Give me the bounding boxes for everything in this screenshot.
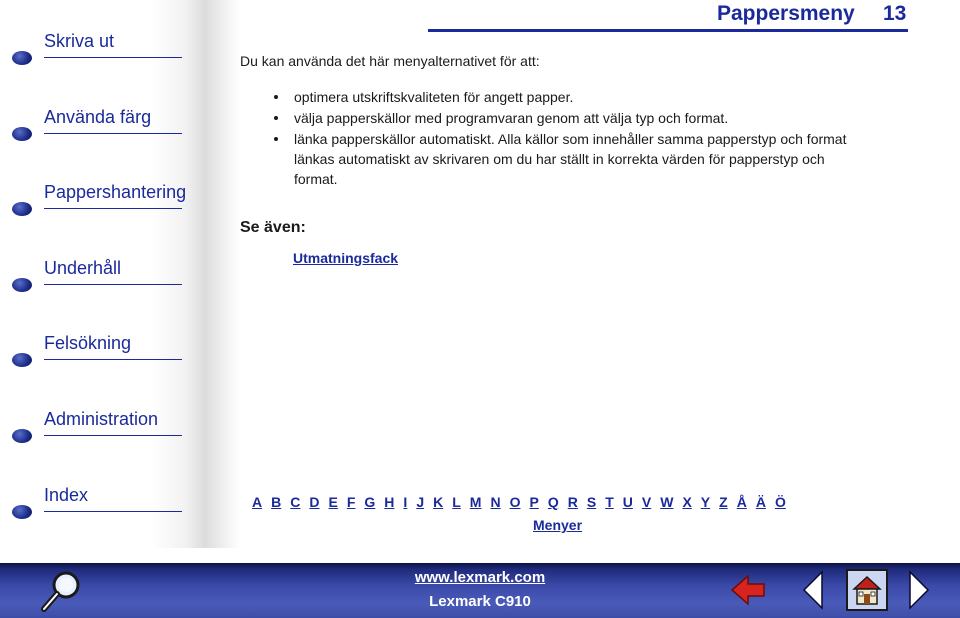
index-letter-j[interactable]: J [416,494,425,510]
sidebar-item-pappershantering[interactable] [12,182,187,222]
search-icon[interactable] [38,567,90,613]
home-icon[interactable] [844,567,890,613]
index-letter-x[interactable]: X [682,494,692,510]
index-letter-d[interactable]: D [309,494,320,510]
bullet-icon [12,51,32,65]
intro-text: Du kan använda det här menyalternativet för att: [240,53,540,69]
menus-link[interactable]: Menyer [533,517,583,533]
bullet-icon [12,429,32,443]
list-item [272,129,872,189]
bullet-icon [12,353,32,367]
sidebar-item-index[interactable] [12,485,182,525]
sidebar-item-label: Pappershantering [44,182,187,202]
list-item [272,108,872,128]
index-letter-g[interactable]: G [364,494,376,510]
sidebar-item-label: Index [44,485,89,505]
sidebar-item-felsokning[interactable] [12,333,182,373]
footer-url-link[interactable]: www.lexmark.com [414,569,546,586]
see-also-link[interactable]: Utmatningsfack [293,250,399,266]
index-letter-s[interactable]: S [586,494,597,510]
sidebar-item-underline [44,284,182,285]
sidebar-item-label: Administration [44,409,159,429]
sidebar-item-underline [44,133,182,134]
sidebar-item-label: Skriva ut [44,31,115,51]
index-letter-a-ring[interactable]: Å [736,494,747,510]
index-letter-t[interactable]: T [605,494,614,510]
sidebar-item-label: Felsökning [44,333,132,353]
sidebar-item-underline [44,57,182,58]
list-item-text: länka papperskällor automatiskt. Alla källor som innehåller samma papperstyp och format länkas automatiskt av skrivaren om du har ställt in korrekta värden för papperstyp och format. [294,131,847,187]
list-item-text: välja papperskällor med programvaran genom att välja typ och format. [294,110,729,126]
sidebar-item-underline [44,359,182,360]
index-letter-u[interactable]: U [622,494,633,510]
bullet-dot-icon [274,137,278,141]
footer-product-name: Lexmark C910 [429,593,531,610]
index-letter-b[interactable]: B [271,494,282,510]
index-letter-v[interactable]: V [641,494,652,510]
bullet-icon [12,505,32,519]
index-letter-i[interactable]: I [403,494,408,510]
index-letter-m[interactable]: M [469,494,482,510]
index-letter-p[interactable]: P [529,494,539,510]
sidebar-item-underline [44,511,182,512]
bullet-icon [12,278,32,292]
page-title: Pappersmeny [717,2,855,25]
index-letter-z[interactable]: Z [719,494,728,510]
sidebar-item-underhall[interactable] [12,258,182,298]
index-letter-r[interactable]: R [567,494,578,510]
index-letter-y[interactable]: Y [700,494,711,510]
index-letter-c[interactable]: C [290,494,301,510]
footer-bar [0,563,960,618]
index-letter-w[interactable]: W [660,494,674,510]
index-letter-e[interactable]: E [328,494,338,510]
see-also-heading: Se även: [240,219,306,236]
sidebar-item-underline [44,435,182,436]
list-item [272,87,872,107]
index-letter-h[interactable]: H [384,494,395,510]
bullet-dot-icon [274,116,278,120]
list-item-text: optimera utskriftskvaliteten för angett papper. [294,89,574,105]
sidebar-nav [0,0,240,548]
sidebar-item-administration[interactable] [12,409,182,449]
sidebar-item-anvanda-farg[interactable] [12,107,182,147]
index-letter-o[interactable]: O [509,494,521,510]
index-letter-k[interactable]: K [433,494,444,510]
sidebar-item-underline [44,208,182,209]
alphabet-index [252,494,795,510]
previous-page-icon[interactable] [800,567,826,613]
header-divider [428,29,908,32]
bullet-icon [12,127,32,141]
back-icon[interactable] [728,567,770,613]
index-letter-a-umlaut[interactable]: Ä [755,494,766,510]
sidebar-item-label: Underhåll [44,258,122,278]
index-letter-q[interactable]: Q [547,494,559,510]
index-letter-f[interactable]: F [346,494,356,510]
index-letter-o-umlaut[interactable]: Ö [774,494,786,510]
next-page-icon[interactable] [906,567,932,613]
bullet-list [272,87,872,190]
sidebar-item-label: Använda färg [44,107,152,127]
bullet-dot-icon [274,95,278,99]
page-number: 13 [883,2,907,25]
index-letter-l[interactable]: L [452,494,461,510]
sidebar-item-skriva-ut[interactable] [12,31,182,71]
bullet-icon [12,202,32,216]
index-letter-a[interactable]: A [252,494,263,510]
index-letter-n[interactable]: N [490,494,501,510]
